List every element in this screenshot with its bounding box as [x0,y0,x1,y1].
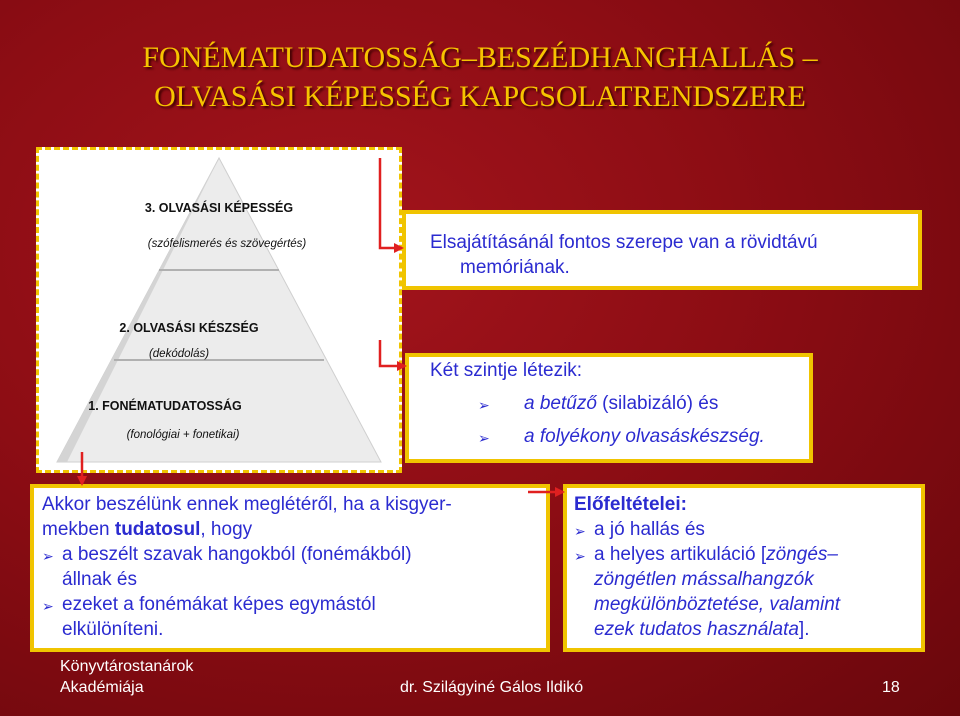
pyramid-level1-sub: (fonológiai + fonetikai) [126,429,240,441]
item1-rest: (silabizáló) és [596,393,719,414]
pyramid-level1-title: 1. FONÉMATUDATOSSÁG [88,399,242,413]
prerequisites-heading: Előfeltételei: [574,494,687,515]
awareness-definition-text [42,492,542,642]
levels-heading: Két szintje létezik: [430,360,583,381]
title-line-2: OLVASÁSI KÉPESSÉG KAPCSOLATRENDSZERE [154,80,806,113]
pyramid-level3-sub: (szófelismerés és szövegértés) [147,238,307,250]
pyramid-level3-title: 3. OLVASÁSI KÉPESSÉG [144,201,294,215]
definition-item-2: ➢ ezeket a fonémákat képes egymástól elkülöníteni. [42,594,376,640]
page-number: 18 [882,679,900,696]
prerequisites-item-2: ➢ a helyes artikuláció [zöngés– zöngétlen mássalhangzók megkülönböztetése, valamint ezek tudatos használata]. [574,544,841,640]
arrow-bullet-icon: ➢ [478,397,490,413]
prerequisites-item-1: ➢ a jó hallás és [574,517,919,542]
arrow-bullet-icon: ➢ [574,523,586,539]
levels-item-1 [430,391,810,416]
footer-organization: Könyvtárostanárok Akadémiája [60,658,194,696]
arrow-bullet-icon: ➢ [574,548,586,564]
arrow-bullet-icon: ➢ [42,548,54,564]
arrow-to-levels-box [380,340,405,366]
definition-intro-line1: Akkor beszélünk ennek meglétéről, ha a kisgyer- [42,494,452,515]
definition-item-1: ➢ a beszélt szavak hangokból (fonémákból) állnak és [42,544,412,590]
tudatosul-bold: tudatosul [114,519,201,540]
footer-author: dr. Szilágyiné Gálos Ildikó [400,679,584,696]
arrow-bullet-icon: ➢ [42,598,54,614]
definition-intro-line2: mekben tudatosul, hogy [42,519,253,540]
title-line-1: FONÉMATUDATOSSÁG–BESZÉDHANGHALLÁS – [142,41,818,74]
pyramid-level2-title: 2. OLVASÁSI KÉSZSÉG [119,321,259,335]
levels-item-2 [430,424,810,449]
item2-text: a folyékony olvasáskészség. [524,426,765,447]
memory-note-text [430,230,900,280]
levels-text [430,358,810,449]
pyramid-level2-sub: (dekódolás) [148,348,210,360]
prerequisites-text [574,492,919,642]
arrow-to-memory-box [380,158,402,248]
arrow-bullet-icon: ➢ [478,430,490,446]
memory-note-line1: Elsajátításánál fontos szerepe van a rövidtávú [430,232,818,253]
item1-italic: a betűző [524,393,597,414]
memory-note-line2: memóriának. [460,257,570,278]
